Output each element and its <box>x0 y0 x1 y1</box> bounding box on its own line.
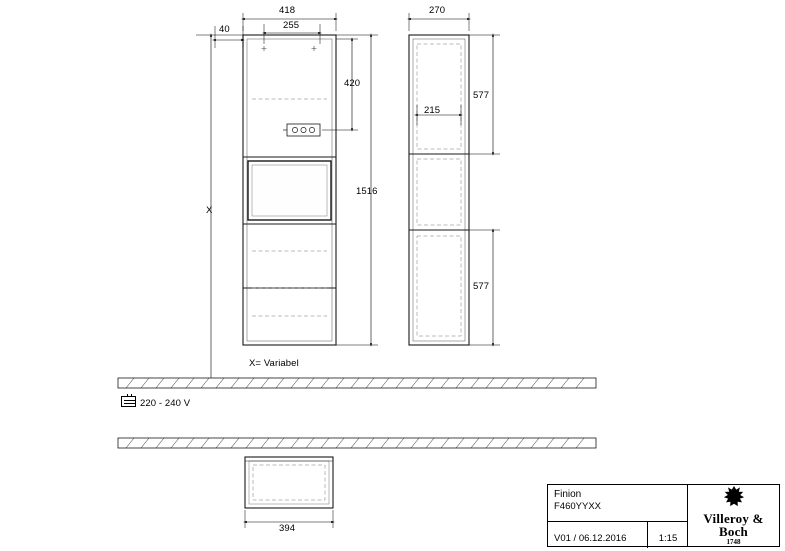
dim-side-height-lower: 577 <box>473 281 490 292</box>
dim-front-offset: 40 <box>219 24 230 35</box>
brand-year: 1748 <box>726 538 741 546</box>
title-block-product <box>548 485 687 522</box>
dim-front-height-total: 1516 <box>356 186 378 197</box>
product-code: F460YYXX <box>554 501 601 512</box>
dim-front-width-total: 418 <box>279 5 296 16</box>
dim-variable-mark: X <box>206 205 213 216</box>
dim-plan-width: 394 <box>279 523 296 534</box>
villeroy-boch-logo <box>688 485 779 546</box>
scale-value: 1:15 <box>658 533 678 544</box>
dim-front-height-top: 420 <box>344 78 361 89</box>
brand-logo-cell <box>688 485 779 546</box>
product-name: Finion <box>554 489 582 500</box>
revision-date-cell <box>548 522 648 548</box>
scale-cell <box>648 522 688 548</box>
revision-date: V01 / 06.12.2016 <box>554 533 627 544</box>
power-socket-icon <box>121 396 136 407</box>
dim-side-height-upper: 577 <box>473 90 490 101</box>
crown-icon <box>717 485 751 507</box>
power-label: 220 - 240 V <box>140 398 191 409</box>
dim-side-depth-inner: 215 <box>424 105 441 116</box>
brand-name: Villeroy & Boch <box>703 511 764 539</box>
variable-note: X= Variabel <box>249 358 299 369</box>
title-block-meta <box>548 522 687 548</box>
title-block-left <box>548 485 688 546</box>
dim-front-width-inner: 255 <box>283 20 300 31</box>
dim-side-width: 270 <box>429 5 446 16</box>
title-block <box>547 484 780 547</box>
